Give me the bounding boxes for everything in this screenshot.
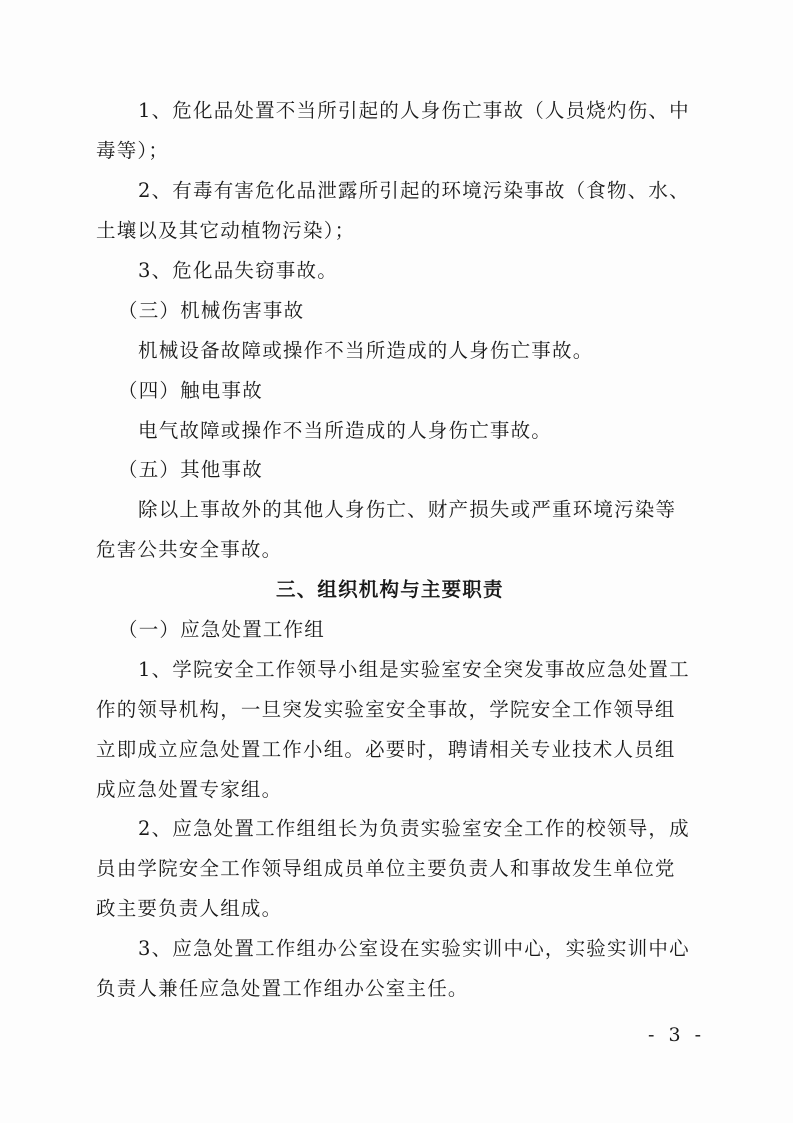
subheading: （一）应急处置工作组 bbox=[118, 618, 326, 641]
paragraph-line: 2、应急处置工作组组长为负责实验室安全工作的校领导，成 bbox=[138, 817, 690, 840]
subheading: （五）其他事故 bbox=[118, 458, 263, 481]
section-title: 三、组织机构与主要职责 bbox=[276, 578, 504, 601]
paragraph-line: 危害公共安全事故。 bbox=[96, 538, 283, 561]
paragraph-line: 立即成立应急处置工作小组。必要时，聘请相关专业技术人员组 bbox=[96, 738, 676, 761]
paragraph-line: 负责人兼任应急处置工作组办公室主任。 bbox=[96, 977, 469, 1000]
subheading: （三）机械伤害事故 bbox=[118, 299, 305, 322]
paragraph-line: 1、危化品处置不当所引起的人身伤亡事故（人员烧灼伤、中 bbox=[138, 99, 690, 122]
paragraph-line: 3、危化品失窃事故。 bbox=[138, 259, 338, 282]
paragraph-line: 2、有毒有害危化品泄露所引起的环境污染事故（食物、水、 bbox=[138, 179, 690, 202]
paragraph-line: 政主要负责人组成。 bbox=[96, 897, 283, 920]
paragraph-line: 员由学院安全工作领导组成员单位主要负责人和事故发生单位党 bbox=[96, 857, 676, 880]
paragraph-line: 毒等）； bbox=[96, 139, 170, 162]
paragraph-line: 土壤以及其它动植物污染）； bbox=[96, 219, 356, 242]
paragraph-line: 机械设备故障或操作不当所造成的人身伤亡事故。 bbox=[138, 339, 594, 362]
paragraph-line: 3、应急处置工作组办公室设在实验实训中心，实验实训中心 bbox=[138, 937, 690, 960]
subheading: （四）触电事故 bbox=[118, 379, 263, 402]
paragraph-line: 1、学院安全工作领导小组是实验室安全突发事故应急处置工 bbox=[138, 658, 690, 681]
paragraph-line: 作的领导机构，一旦突发实验室安全事故，学院安全工作领导组 bbox=[96, 698, 676, 721]
page-number: - 3 - bbox=[648, 1024, 706, 1046]
paragraph-line: 电气故障或操作不当所造成的人身伤亡事故。 bbox=[138, 419, 553, 442]
paragraph-line: 除以上事故外的其他人身伤亡、财产损失或严重环境污染等 bbox=[138, 498, 677, 521]
paragraph-line: 成应急处置专家组。 bbox=[96, 778, 283, 801]
